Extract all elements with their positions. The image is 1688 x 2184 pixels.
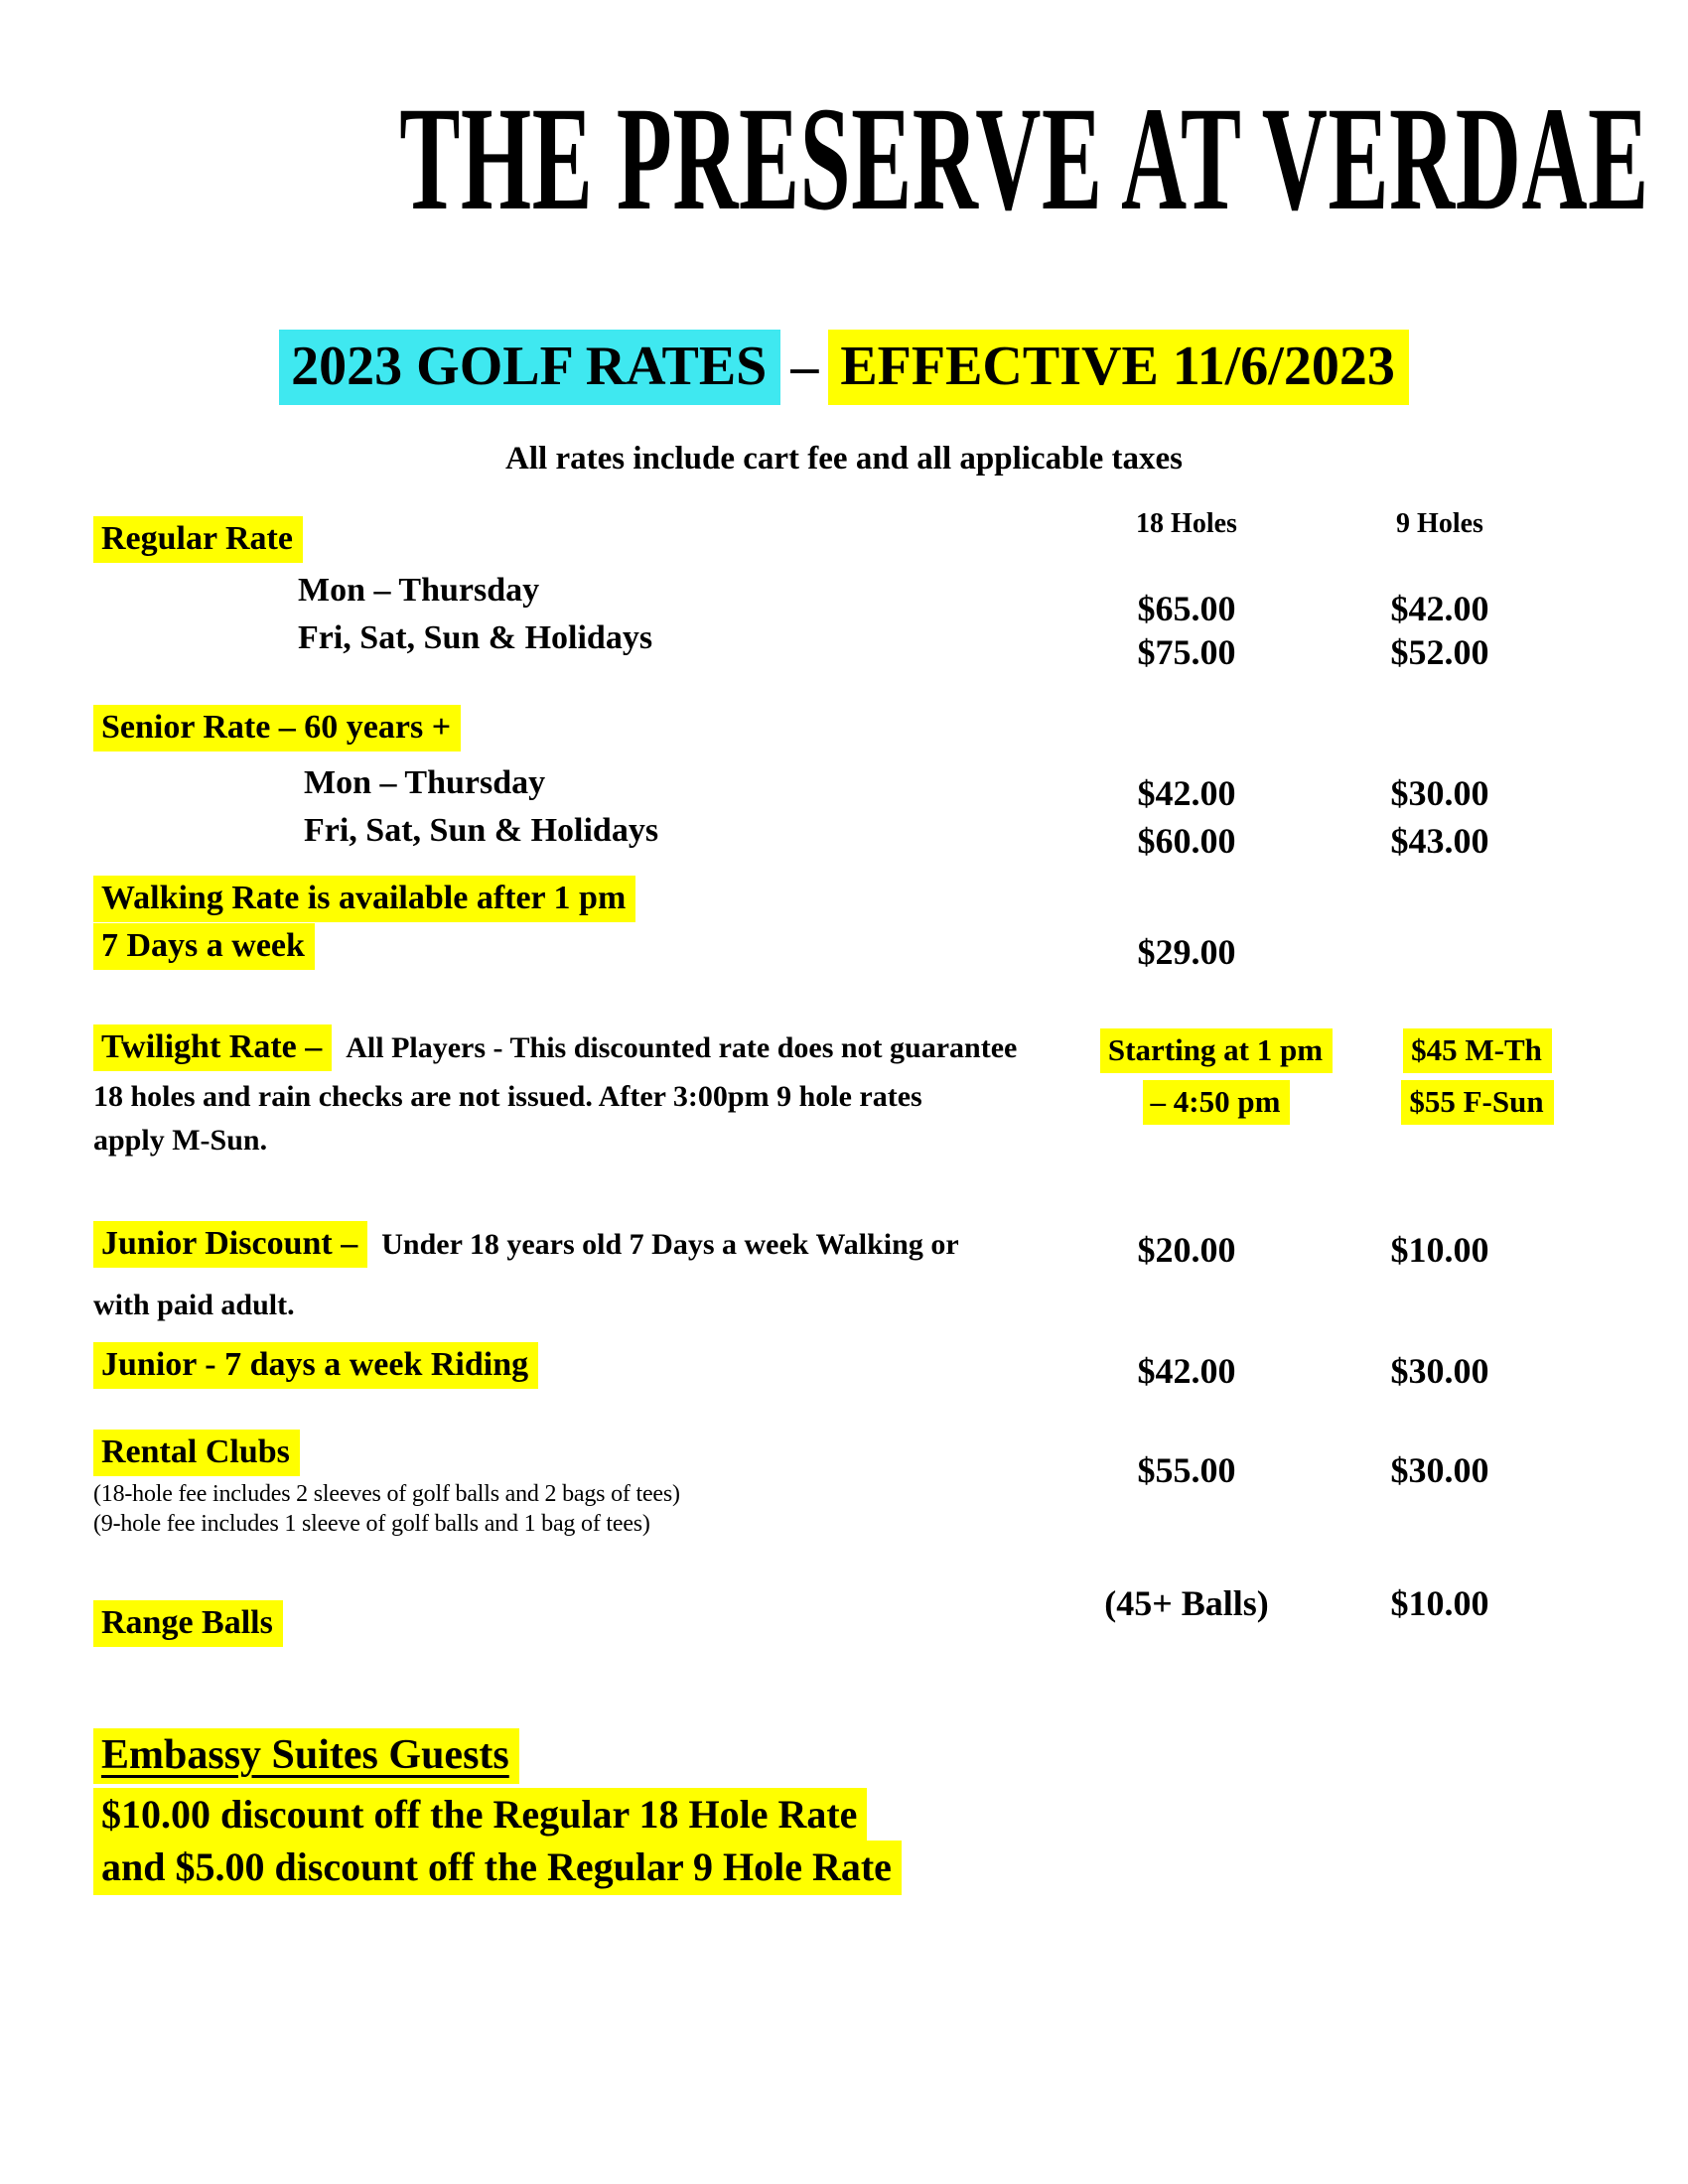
senior-row-mon-thu: Mon – Thursday xyxy=(304,764,546,801)
twilight-desc-3: apply M-Sun. xyxy=(93,1124,268,1157)
subtitle-effective-date: EFFECTIVE 11/6/2023 xyxy=(828,330,1409,405)
twilight-price-mth: $45 M-Th xyxy=(1368,1032,1587,1068)
subtitle-dash: – xyxy=(790,336,819,397)
regular-mon-thu-price-18: $65.00 xyxy=(1137,589,1236,628)
senior-fri-sun-price-9: $43.00 xyxy=(1390,821,1489,861)
section-label-junior-riding: Junior - 7 days a week Riding xyxy=(93,1346,538,1384)
embassy-discount-9: and $5.00 discount off the Regular 9 Hole Rate xyxy=(93,1843,902,1890)
rental-price-18: $55.00 xyxy=(1137,1450,1236,1490)
rental-note-9-hole: (9-hole fee includes 1 sleeve of golf balls and 1 bag of tees) xyxy=(93,1511,650,1537)
embassy-discount-18: $10.00 discount off the Regular 18 Hole Rate xyxy=(93,1791,867,1838)
junior-riding-price-18: $42.00 xyxy=(1137,1351,1236,1391)
page-title xyxy=(0,77,1688,241)
section-label-junior-discount: Junior Discount – xyxy=(93,1221,367,1268)
rental-price-9: $30.00 xyxy=(1390,1450,1489,1490)
senior-fri-sun-price-18: $60.00 xyxy=(1137,821,1236,861)
regular-row-fri-sun: Fri, Sat, Sun & Holidays xyxy=(298,619,653,656)
regular-fri-sun-price-9: $52.00 xyxy=(1390,632,1489,672)
twilight-desc-2: 18 holes and rain checks are not issued. After 3:00pm 9 hole rates xyxy=(93,1080,922,1113)
regular-fri-sun-price-18: $75.00 xyxy=(1137,632,1236,672)
range-balls-price: $10.00 xyxy=(1390,1583,1489,1623)
tagline: All rates include cart fee and all applicable taxes xyxy=(505,441,1183,477)
twilight-time-line2: – 4:50 pm xyxy=(1092,1084,1340,1120)
twilight-line1 xyxy=(93,1028,1017,1066)
embassy-suites-title: Embassy Suites Guests xyxy=(93,1731,519,1779)
junior-discount-price-18: $20.00 xyxy=(1137,1230,1236,1270)
section-label-senior-rate: Senior Rate – 60 years + xyxy=(93,709,461,747)
rental-note-18-hole: (18-hole fee includes 2 sleeves of golf balls and 2 bags of tees) xyxy=(93,1481,680,1507)
walking-rate-line2: 7 Days a week xyxy=(93,927,315,965)
twilight-price-fsun: $55 F-Sun xyxy=(1368,1084,1587,1120)
subtitle-golf-rates: 2023 GOLF RATES xyxy=(279,330,780,405)
section-label-range-balls: Range Balls xyxy=(93,1604,283,1642)
section-label-regular-rate: Regular Rate xyxy=(93,520,303,558)
junior-discount-desc-2: with paid adult. xyxy=(93,1289,295,1321)
subtitle xyxy=(0,334,1688,400)
senior-mon-thu-price-9: $30.00 xyxy=(1390,773,1489,813)
section-label-rental-clubs: Rental Clubs xyxy=(93,1433,300,1471)
junior-riding-price-9: $30.00 xyxy=(1390,1351,1489,1391)
regular-mon-thu-price-9: $42.00 xyxy=(1390,589,1489,628)
walking-rate-line1: Walking Rate is available after 1 pm xyxy=(93,880,635,917)
twilight-desc-1: All Players - This discounted rate does not guarantee xyxy=(346,1031,1018,1064)
page-title-text: THE PRESERVE AT VERDAE xyxy=(399,76,1649,241)
junior-discount-line1 xyxy=(93,1225,959,1263)
junior-discount-price-9: $10.00 xyxy=(1390,1230,1489,1270)
senior-mon-thu-price-18: $42.00 xyxy=(1137,773,1236,813)
twilight-time-line1: Starting at 1 pm xyxy=(1092,1032,1340,1068)
column-header-18-holes: 18 Holes xyxy=(1136,508,1237,539)
regular-row-mon-thu: Mon – Thursday xyxy=(298,572,540,609)
junior-discount-desc-1: Under 18 years old 7 Days a week Walking or xyxy=(381,1228,959,1261)
column-header-9-holes: 9 Holes xyxy=(1396,508,1483,539)
walking-rate-price: $29.00 xyxy=(1137,932,1236,972)
range-balls-qty: (45+ Balls) xyxy=(1104,1583,1269,1623)
senior-row-fri-sun: Fri, Sat, Sun & Holidays xyxy=(304,812,659,849)
section-label-twilight-rate: Twilight Rate – xyxy=(93,1024,332,1071)
